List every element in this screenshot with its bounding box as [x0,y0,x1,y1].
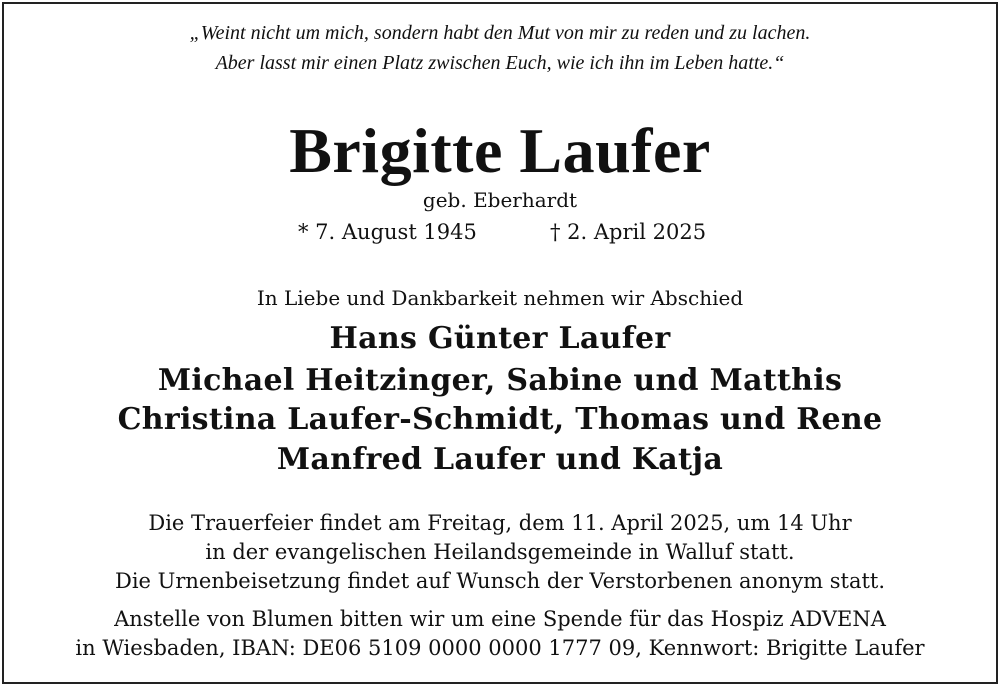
maiden-name: geb. Eberhardt [422,188,578,212]
service-line: Die Urnenbeisetzung findet auf Wunsch der Verstorbenen anonym statt. [114,569,886,593]
quote-line-2: Aber lasst mir einen Platz zwischen Euch, wie ich ihn im Leben hatte.“ [215,52,785,74]
death-date: † 2. April 2025 [550,220,707,244]
donation-line: in Wiesbaden, IBAN: DE06 5109 0000 0000 1777 09, Kennwort: Brigitte Laufer [75,636,925,660]
deceased-name: Brigitte Laufer [289,115,711,186]
donation-line: Anstelle von Blumen bitten wir um eine Spende für das Hospiz ADVENA [114,607,886,631]
mourner-line: Hans Günter Laufer [329,321,671,356]
birth-date: * 7. August 1945 [298,220,477,244]
farewell-text: In Liebe und Dankbarkeit nehmen wir Abschied [256,286,744,310]
mourner-line: Manfred Laufer und Katja [276,442,724,477]
mourner-line: Christina Laufer-Schmidt, Thomas und Rene [117,402,883,437]
quote-line-1: „Weint nicht um mich, sondern habt den Mut von mir zu reden und zu lachen. [189,22,811,44]
mourner-line: Michael Heitzinger, Sabine und Matthis [157,363,843,398]
service-line: in der evangelischen Heilandsgemeinde in Walluf statt. [205,540,795,564]
life-dates [0,220,1000,250]
service-line: Die Trauerfeier findet am Freitag, dem 11. April 2025, um 14 Uhr [148,511,852,535]
